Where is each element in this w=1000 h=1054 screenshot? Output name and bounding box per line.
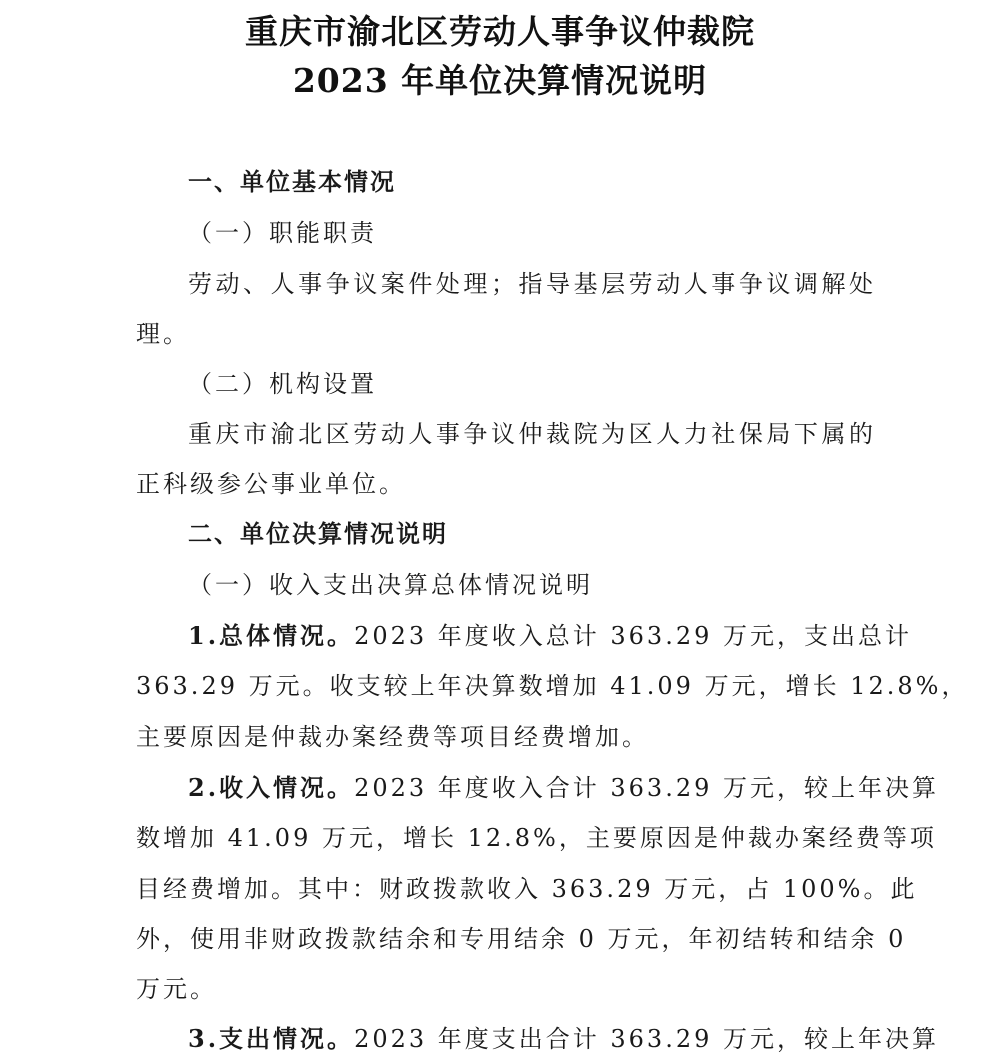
subsection-heading-income-expense: （一）收入支出决算总体情况说明: [188, 571, 593, 599]
item-text: 2023 年度收入合计 363.29 万元，较上年决算: [354, 774, 940, 802]
paragraph-line: 363.29 万元。收支较上年决算数增加 41.09 万元，增长 12.8%，: [136, 672, 969, 700]
paragraph-line: 数增加 41.09 万元，增长 12.8%，主要原因是仲裁办案经费等项: [136, 824, 937, 852]
paragraph-line: 外，使用非财政拨款结余和专用结余 0 万元，年初结转和结余 0: [136, 925, 907, 953]
paragraph-line: [188, 616, 913, 651]
item-text: 2023 年度收入总计 363.29 万元，支出总计: [354, 622, 913, 650]
subsection-heading-organization: （二）机构设置: [188, 370, 377, 398]
section-heading-basic-info: 一、单位基本情况: [188, 168, 396, 196]
item-label-income: 2.收入情况。: [188, 773, 355, 802]
section-heading-final-accounts: 二、单位决算情况说明: [188, 520, 448, 548]
subsection-heading-functions: （一）职能职责: [188, 219, 377, 247]
item-label-overall: 1.总体情况。: [188, 621, 355, 650]
paragraph-line: 理。: [136, 320, 190, 348]
paragraph-line: [188, 1019, 940, 1054]
document-title-line2: 2023 年单位决算情况说明: [292, 61, 708, 100]
document-title-line1: 重庆市渝北区劳动人事争议仲裁院: [245, 12, 755, 51]
paragraph-line: 目经费增加。其中：财政拨款收入 363.29 万元，占 100%。此: [136, 875, 918, 903]
paragraph-line: [188, 768, 940, 803]
paragraph-line: 万元。: [136, 975, 217, 1003]
item-label-expense: 3.支出情况。: [188, 1024, 355, 1053]
paragraph-line: 主要原因是仲裁办案经费等项目经费增加。: [136, 723, 649, 751]
paragraph-line: 劳动、人事争议案件处理；指导基层劳动人事争议调解处: [188, 270, 876, 298]
paragraph-line: 重庆市渝北区劳动人事争议仲裁院为区人力社保局下属的: [188, 420, 876, 448]
paragraph-line: 正科级参公事业单位。: [136, 470, 406, 498]
item-text: 2023 年度支出合计 363.29 万元，较上年决算: [354, 1025, 940, 1053]
